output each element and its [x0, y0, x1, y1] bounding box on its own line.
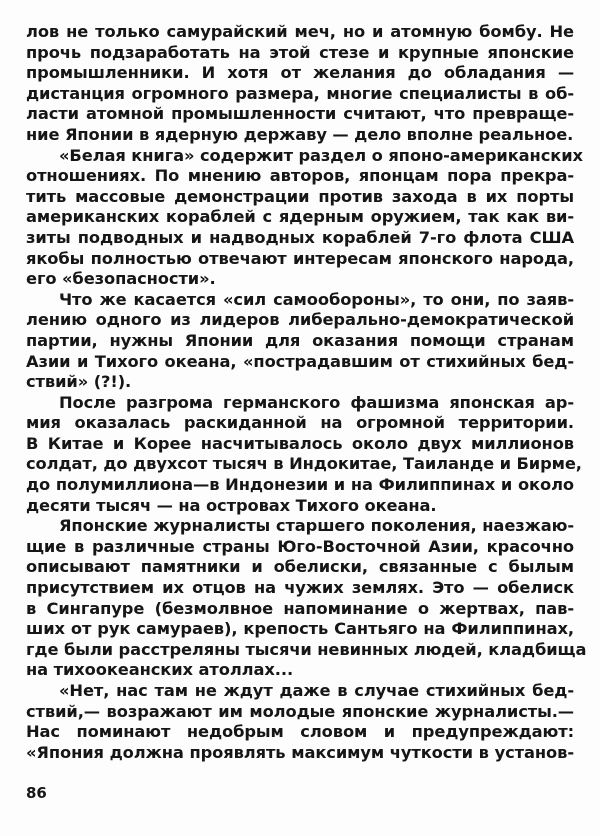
- text-line: тить массовые демонстрации против захода в их порты: [26, 186, 574, 206]
- text-line: ших от рук самураев), крепость Сантьяго на Филиппинах,: [26, 619, 574, 639]
- paragraph-start-line: Японские журналисты старшего поколения, наезжаю-: [59, 516, 574, 536]
- paragraph-start-line: «Нет, нас там не ждут даже в случае стихийных бед-: [59, 681, 574, 700]
- paragraph-start-line: После разгрома германского фашизма японская ар-: [59, 392, 574, 412]
- text-line: мия оказалась раскиданной на огромной территории.: [26, 413, 574, 433]
- text-line: «Япония должна проявлять максимум чуткости в установ-: [26, 742, 574, 762]
- text-line: якобы полностью отвечают интересам японского народа,: [26, 248, 574, 268]
- text-line: лению одного из лидеров либерально-демократической: [26, 310, 574, 330]
- text-line: лов не только самурайский меч, но и атомную бомбу. Не: [26, 22, 574, 41]
- text-line: десяти тысяч — на островах Тихого океана.: [26, 495, 437, 515]
- text-line: американских кораблей с ядерным оружием, так как ви-: [26, 207, 574, 227]
- text-line: присутствием их отцов на чужих землях. Это — обелиск: [26, 578, 574, 598]
- paragraph-start-line: Что же касается «сил самообороны», то они, по заяв-: [59, 289, 574, 309]
- text-line: отношениях. По мнению авторов, японцам пора прекра-: [26, 166, 574, 186]
- text-line: ствий» (?!).: [26, 372, 132, 392]
- text-line: партии, нужны Японии для оказания помощи странам: [26, 330, 574, 350]
- text-line: дистанция огромного размера, многие специалисты в об-: [26, 83, 574, 103]
- text-line: ствий,— возражают им молодые японские журналисты.—: [26, 701, 574, 721]
- text-line: ние Японии в ядерную державу — дело вполне реальное.: [26, 124, 574, 144]
- text-line: в Сингапуре (безмолвное напоминание о жертвах, пав-: [26, 598, 574, 618]
- page-number: 86: [26, 784, 47, 802]
- text-line: Азии и Тихого океана, «пострадавшим от стихийных бед-: [26, 351, 574, 371]
- text-line: промышленники. И хотя от желания до обладания —: [26, 63, 574, 83]
- text-line: описывают памятники и обелиски, связанные с былым: [26, 557, 574, 577]
- body-text: [26, 22, 587, 763]
- text-line: В Китае и Корее насчитывалось около двух миллионов: [26, 433, 574, 453]
- paragraph-start-line: «Белая книга» содержит раздел о японо-американских: [59, 145, 583, 165]
- text-line: его «безопасности».: [26, 269, 216, 289]
- text-line: солдат, до двухсот тысяч в Индокитае, Таиланде и Бирме,: [26, 454, 582, 474]
- text-line: прочь подзаработать на этой стезе и крупные японские: [26, 42, 574, 62]
- text-line: до полумиллиона—в Индонезии и на Филиппинах и около: [26, 475, 574, 495]
- text-line: зиты подводных и надводных кораблей 7-го флота США: [26, 227, 574, 247]
- text-line: щие в различные страны Юго-Восточной Азии, красочно: [26, 536, 574, 556]
- text-line: где были расстреляны тысячи невинных людей, кладбища: [26, 639, 587, 659]
- text-line: Нас поминают недобрым словом и предупреждают:: [26, 722, 574, 742]
- text-line: на тихоокеанских атоллах...: [26, 660, 294, 680]
- text-line: ласти атомной промышленности считают, что превраще-: [26, 104, 574, 124]
